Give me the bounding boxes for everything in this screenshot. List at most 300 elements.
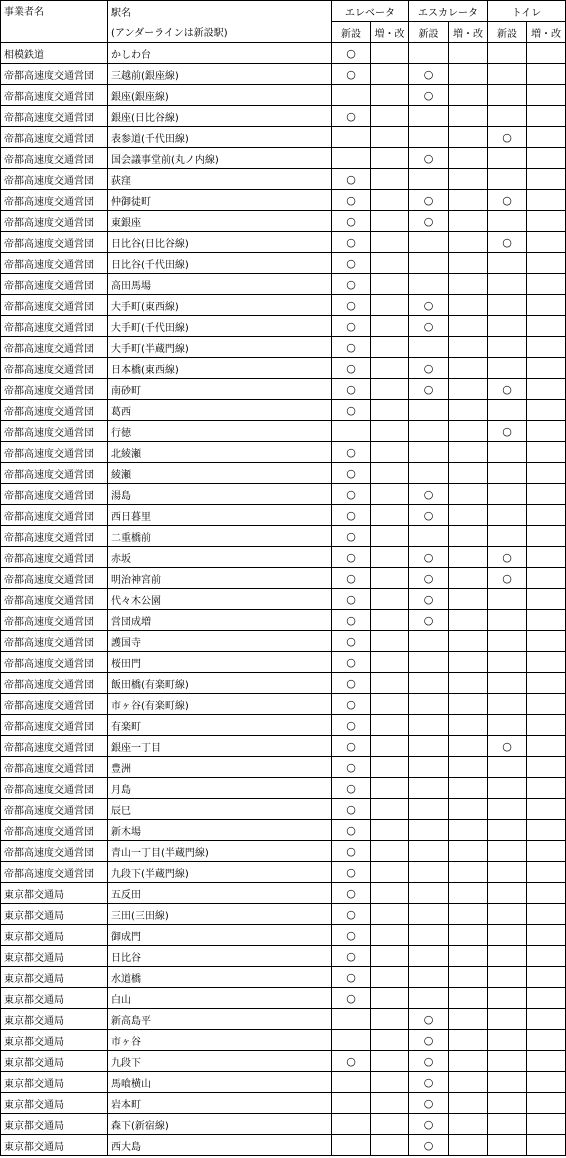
station-cell: 赤坂 <box>108 547 332 568</box>
toilet-mod-cell <box>527 442 566 463</box>
elevator-mod-cell <box>371 148 409 169</box>
toilet-mod-cell <box>527 673 566 694</box>
operator-cell: 帝都高速度交通営団 <box>1 778 108 799</box>
escalator-new-cell: ○ <box>409 1051 449 1072</box>
station-cell: 新高島平 <box>108 1009 332 1030</box>
escalator-mod-cell <box>449 379 488 400</box>
toilet-new-cell <box>488 1135 527 1156</box>
station-cell: 桜田門 <box>108 652 332 673</box>
elevator-new-cell: ○ <box>332 883 371 904</box>
station-cell: 銀座(銀座線) <box>108 85 332 106</box>
operator-cell: 帝都高速度交通営団 <box>1 421 108 442</box>
escalator-mod-cell <box>449 904 488 925</box>
toilet-mod-header: 増・改 <box>527 22 566 43</box>
toilet-new-cell <box>488 967 527 988</box>
station-cell: かしわ台 <box>108 43 332 64</box>
table-row <box>1 190 566 211</box>
escalator-new-cell <box>409 106 449 127</box>
operator-cell: 東京都交通局 <box>1 988 108 1009</box>
toilet-new-cell <box>488 442 527 463</box>
toilet-new-cell <box>488 484 527 505</box>
toilet-mod-cell <box>527 190 566 211</box>
elevator-new-cell: ○ <box>332 736 371 757</box>
toilet-new-cell <box>488 652 527 673</box>
station-cell: 仲御徒町 <box>108 190 332 211</box>
toilet-mod-cell <box>527 400 566 421</box>
table-row <box>1 862 566 883</box>
toilet-mod-cell <box>527 421 566 442</box>
station-cell: 新木場 <box>108 820 332 841</box>
elevator-new-cell: ○ <box>332 232 371 253</box>
toilet-new-cell <box>488 820 527 841</box>
table-row <box>1 379 566 400</box>
escalator-mod-cell <box>449 631 488 652</box>
operator-cell: 帝都高速度交通営団 <box>1 169 108 190</box>
operator-cell: 東京都交通局 <box>1 1051 108 1072</box>
table-row <box>1 757 566 778</box>
elevator-mod-cell <box>371 757 409 778</box>
elevator-mod-cell <box>371 526 409 547</box>
toilet-new-cell <box>488 1093 527 1114</box>
operator-cell: 帝都高速度交通営団 <box>1 358 108 379</box>
escalator-mod-cell <box>449 106 488 127</box>
toilet-mod-cell <box>527 127 566 148</box>
escalator-mod-cell <box>449 463 488 484</box>
operator-cell: 帝都高速度交通営団 <box>1 85 108 106</box>
toilet-mod-cell <box>527 778 566 799</box>
table-row <box>1 589 566 610</box>
elevator-new-cell: ○ <box>332 400 371 421</box>
station-cell: 五反田 <box>108 883 332 904</box>
toilet-new-cell: ○ <box>488 190 527 211</box>
header-row-1 <box>1 1 566 22</box>
toilet-mod-cell <box>527 64 566 85</box>
station-cell: 馬喰横山 <box>108 1072 332 1093</box>
table-row <box>1 1135 566 1156</box>
toilet-mod-cell <box>527 505 566 526</box>
elevator-mod-cell <box>371 358 409 379</box>
table-row <box>1 904 566 925</box>
operator-cell: 東京都交通局 <box>1 946 108 967</box>
toilet-new-cell <box>488 85 527 106</box>
toilet-mod-cell <box>527 547 566 568</box>
toilet-new-cell <box>488 799 527 820</box>
toilet-new-cell <box>488 883 527 904</box>
toilet-new-cell <box>488 400 527 421</box>
station-cell: 九段下(半蔵門線) <box>108 862 332 883</box>
station-cell: 護国寺 <box>108 631 332 652</box>
toilet-new-cell <box>488 148 527 169</box>
elevator-new-cell <box>332 1030 371 1051</box>
operator-cell: 帝都高速度交通営団 <box>1 400 108 421</box>
table-row <box>1 547 566 568</box>
table-row <box>1 652 566 673</box>
station-cell: 有楽町 <box>108 715 332 736</box>
escalator-new-cell <box>409 925 449 946</box>
operator-cell: 帝都高速度交通営団 <box>1 106 108 127</box>
station-cell: 行徳 <box>108 421 332 442</box>
operator-cell: 帝都高速度交通営団 <box>1 799 108 820</box>
elevator-mod-cell <box>371 1072 409 1093</box>
escalator-mod-cell <box>449 883 488 904</box>
operator-cell: 東京都交通局 <box>1 904 108 925</box>
station-cell: 岩本町 <box>108 1093 332 1114</box>
escalator-new-cell: ○ <box>409 484 449 505</box>
table-row <box>1 253 566 274</box>
escalator-mod-cell <box>449 127 488 148</box>
escalator-new-cell <box>409 736 449 757</box>
toilet-new-cell <box>488 358 527 379</box>
elevator-mod-cell <box>371 421 409 442</box>
escalator-new-cell <box>409 694 449 715</box>
station-cell: 二重橋前 <box>108 526 332 547</box>
escalator-mod-cell <box>449 64 488 85</box>
escalator-new-cell: ○ <box>409 316 449 337</box>
table-row <box>1 43 566 64</box>
station-cell: 国会議事堂前(丸ノ内線) <box>108 148 332 169</box>
elevator-mod-cell <box>371 484 409 505</box>
elevator-mod-cell <box>371 190 409 211</box>
operator-cell: 帝都高速度交通営団 <box>1 232 108 253</box>
escalator-mod-cell <box>449 652 488 673</box>
escalator-new-cell <box>409 442 449 463</box>
toilet-new-cell <box>488 211 527 232</box>
elevator-mod-cell <box>371 967 409 988</box>
operator-cell: 帝都高速度交通営団 <box>1 148 108 169</box>
escalator-new-cell: ○ <box>409 211 449 232</box>
station-cell: 日比谷(千代田線) <box>108 253 332 274</box>
table-row <box>1 799 566 820</box>
escalator-new-cell <box>409 862 449 883</box>
toilet-new-cell: ○ <box>488 379 527 400</box>
station-note: (アンダーラインは新設駅) <box>108 22 332 43</box>
toilet-mod-cell <box>527 1009 566 1030</box>
table-row <box>1 694 566 715</box>
escalator-mod-header: 増・改 <box>449 22 488 43</box>
station-cell: 銀座一丁目 <box>108 736 332 757</box>
elevator-group-header: エレベータ <box>332 1 409 22</box>
escalator-mod-cell <box>449 526 488 547</box>
elevator-new-cell: ○ <box>332 274 371 295</box>
escalator-mod-cell <box>449 694 488 715</box>
toilet-group-header: トイレ <box>488 1 566 22</box>
operator-cell: 東京都交通局 <box>1 1114 108 1135</box>
elevator-new-cell: ○ <box>332 463 371 484</box>
escalator-new-cell: ○ <box>409 568 449 589</box>
elevator-mod-cell <box>371 883 409 904</box>
operator-cell: 帝都高速度交通営団 <box>1 337 108 358</box>
elevator-new-cell: ○ <box>332 190 371 211</box>
operator-cell: 帝都高速度交通営団 <box>1 526 108 547</box>
elevator-new-cell: ○ <box>332 316 371 337</box>
toilet-new-cell: ○ <box>488 547 527 568</box>
table-row <box>1 967 566 988</box>
toilet-new-cell <box>488 253 527 274</box>
elevator-mod-cell <box>371 631 409 652</box>
elevator-new-cell <box>332 127 371 148</box>
elevator-new-cell <box>332 1072 371 1093</box>
table-row <box>1 568 566 589</box>
escalator-mod-cell <box>449 295 488 316</box>
toilet-mod-cell <box>527 820 566 841</box>
escalator-new-cell: ○ <box>409 295 449 316</box>
elevator-mod-cell <box>371 673 409 694</box>
toilet-mod-cell <box>527 274 566 295</box>
toilet-new-cell <box>488 778 527 799</box>
operator-cell: 帝都高速度交通営団 <box>1 589 108 610</box>
toilet-new-cell <box>488 463 527 484</box>
operator-cell: 東京都交通局 <box>1 1135 108 1156</box>
elevator-mod-cell <box>371 43 409 64</box>
toilet-new-header: 新設 <box>488 22 527 43</box>
escalator-mod-cell <box>449 232 488 253</box>
station-cell: 豊洲 <box>108 757 332 778</box>
toilet-mod-cell <box>527 715 566 736</box>
toilet-new-cell <box>488 1072 527 1093</box>
elevator-mod-cell <box>371 841 409 862</box>
toilet-mod-cell <box>527 463 566 484</box>
escalator-mod-cell <box>449 967 488 988</box>
elevator-mod-cell <box>371 316 409 337</box>
escalator-new-cell <box>409 778 449 799</box>
toilet-new-cell <box>488 295 527 316</box>
escalator-new-cell <box>409 631 449 652</box>
escalator-mod-cell <box>449 841 488 862</box>
elevator-new-cell: ○ <box>332 589 371 610</box>
escalator-mod-cell <box>449 43 488 64</box>
escalator-new-cell: ○ <box>409 505 449 526</box>
elevator-new-cell <box>332 148 371 169</box>
station-cell: 月島 <box>108 778 332 799</box>
escalator-mod-cell <box>449 316 488 337</box>
elevator-mod-cell <box>371 652 409 673</box>
toilet-mod-cell <box>527 526 566 547</box>
escalator-new-cell <box>409 253 449 274</box>
station-cell: 九段下 <box>108 1051 332 1072</box>
table-row <box>1 400 566 421</box>
elevator-mod-cell <box>371 925 409 946</box>
station-cell: 白山 <box>108 988 332 1009</box>
escalator-new-cell: ○ <box>409 1114 449 1135</box>
elevator-new-cell: ○ <box>332 253 371 274</box>
escalator-new-cell: ○ <box>409 64 449 85</box>
table-row <box>1 1114 566 1135</box>
elevator-mod-cell <box>371 1030 409 1051</box>
operator-cell: 帝都高速度交通営団 <box>1 673 108 694</box>
toilet-new-cell: ○ <box>488 127 527 148</box>
escalator-new-cell <box>409 841 449 862</box>
station-header: 駅名 <box>108 1 332 22</box>
elevator-new-cell <box>332 85 371 106</box>
escalator-mod-cell <box>449 799 488 820</box>
operator-cell: 東京都交通局 <box>1 883 108 904</box>
escalator-mod-cell <box>449 169 488 190</box>
station-cell: 葛西 <box>108 400 332 421</box>
toilet-mod-cell <box>527 106 566 127</box>
escalator-mod-cell <box>449 610 488 631</box>
toilet-mod-cell <box>527 799 566 820</box>
escalator-new-cell: ○ <box>409 1135 449 1156</box>
station-cell: 大手町(東西線) <box>108 295 332 316</box>
station-cell: 営団成増 <box>108 610 332 631</box>
toilet-mod-cell <box>527 736 566 757</box>
escalator-mod-cell <box>449 946 488 967</box>
escalator-mod-cell <box>449 862 488 883</box>
elevator-mod-cell <box>371 778 409 799</box>
elevator-new-cell: ○ <box>332 442 371 463</box>
table-row <box>1 211 566 232</box>
elevator-mod-cell <box>371 1135 409 1156</box>
toilet-new-cell <box>488 337 527 358</box>
toilet-mod-cell <box>527 589 566 610</box>
escalator-new-cell: ○ <box>409 1072 449 1093</box>
toilet-new-cell <box>488 1114 527 1135</box>
toilet-new-cell <box>488 715 527 736</box>
escalator-new-cell <box>409 232 449 253</box>
table-row <box>1 841 566 862</box>
table-row <box>1 358 566 379</box>
escalator-mod-cell <box>449 988 488 1009</box>
operator-cell: 帝都高速度交通営団 <box>1 463 108 484</box>
elevator-mod-cell <box>371 64 409 85</box>
toilet-mod-cell <box>527 925 566 946</box>
elevator-mod-cell <box>371 1093 409 1114</box>
toilet-new-cell <box>488 64 527 85</box>
table-row <box>1 85 566 106</box>
escalator-mod-cell <box>449 85 488 106</box>
elevator-mod-cell <box>371 1114 409 1135</box>
elevator-new-cell: ○ <box>332 715 371 736</box>
table-row <box>1 1009 566 1030</box>
elevator-mod-cell <box>371 253 409 274</box>
table-row <box>1 505 566 526</box>
toilet-mod-cell <box>527 631 566 652</box>
station-cell: 市ヶ谷 <box>108 1030 332 1051</box>
escalator-new-cell <box>409 988 449 1009</box>
escalator-mod-cell <box>449 505 488 526</box>
toilet-mod-cell <box>527 694 566 715</box>
table-row <box>1 148 566 169</box>
table-row <box>1 1051 566 1072</box>
toilet-new-cell <box>488 631 527 652</box>
escalator-new-cell <box>409 757 449 778</box>
operator-cell: 東京都交通局 <box>1 1072 108 1093</box>
elevator-mod-cell <box>371 589 409 610</box>
escalator-new-cell <box>409 967 449 988</box>
elevator-new-cell <box>332 421 371 442</box>
operator-cell: 帝都高速度交通営団 <box>1 64 108 85</box>
escalator-mod-cell <box>449 778 488 799</box>
toilet-new-cell <box>488 316 527 337</box>
elevator-new-cell: ○ <box>332 295 371 316</box>
toilet-new-cell: ○ <box>488 736 527 757</box>
elevator-mod-cell <box>371 610 409 631</box>
elevator-new-cell: ○ <box>332 43 371 64</box>
toilet-new-cell <box>488 925 527 946</box>
table-row <box>1 610 566 631</box>
toilet-new-cell <box>488 589 527 610</box>
escalator-mod-cell <box>449 421 488 442</box>
table-row <box>1 337 566 358</box>
escalator-new-cell <box>409 673 449 694</box>
operator-cell: 帝都高速度交通営団 <box>1 631 108 652</box>
escalator-new-cell <box>409 274 449 295</box>
escalator-mod-cell <box>449 1030 488 1051</box>
operator-cell: 東京都交通局 <box>1 1030 108 1051</box>
station-cell: 三越前(銀座線) <box>108 64 332 85</box>
escalator-new-cell <box>409 820 449 841</box>
escalator-mod-cell <box>449 1114 488 1135</box>
operator-cell: 帝都高速度交通営団 <box>1 547 108 568</box>
table-row <box>1 1093 566 1114</box>
table-row <box>1 673 566 694</box>
escalator-mod-cell <box>449 211 488 232</box>
elevator-new-header: 新設 <box>332 22 371 43</box>
toilet-mod-cell <box>527 484 566 505</box>
toilet-mod-cell <box>527 232 566 253</box>
toilet-new-cell: ○ <box>488 568 527 589</box>
escalator-new-cell <box>409 127 449 148</box>
escalator-mod-cell <box>449 673 488 694</box>
station-cell: 日比谷(日比谷線) <box>108 232 332 253</box>
station-cell: 三田(三田線) <box>108 904 332 925</box>
elevator-new-cell: ○ <box>332 652 371 673</box>
escalator-new-cell: ○ <box>409 148 449 169</box>
elevator-new-cell: ○ <box>332 337 371 358</box>
toilet-mod-cell <box>527 358 566 379</box>
station-cell: 御成門 <box>108 925 332 946</box>
elevator-mod-cell <box>371 1009 409 1030</box>
toilet-mod-cell <box>527 295 566 316</box>
escalator-new-cell: ○ <box>409 190 449 211</box>
escalator-mod-cell <box>449 1051 488 1072</box>
toilet-new-cell <box>488 841 527 862</box>
elevator-mod-cell <box>371 400 409 421</box>
elevator-new-cell: ○ <box>332 946 371 967</box>
toilet-mod-cell <box>527 610 566 631</box>
escalator-mod-cell <box>449 253 488 274</box>
escalator-new-cell <box>409 169 449 190</box>
station-cell: 西大島 <box>108 1135 332 1156</box>
elevator-mod-cell <box>371 946 409 967</box>
escalator-mod-cell <box>449 190 488 211</box>
operator-cell: 帝都高速度交通営団 <box>1 841 108 862</box>
table-row <box>1 127 566 148</box>
operator-cell: 帝都高速度交通営団 <box>1 820 108 841</box>
elevator-new-cell: ○ <box>332 211 371 232</box>
elevator-mod-cell <box>371 988 409 1009</box>
toilet-mod-cell <box>527 862 566 883</box>
toilet-mod-cell <box>527 757 566 778</box>
elevator-mod-cell <box>371 715 409 736</box>
operator-header: 事業者名 <box>1 1 108 43</box>
elevator-new-cell: ○ <box>332 169 371 190</box>
station-cell: 辰巳 <box>108 799 332 820</box>
toilet-mod-cell <box>527 1114 566 1135</box>
toilet-new-cell <box>488 169 527 190</box>
table-row <box>1 715 566 736</box>
elevator-mod-header: 増・改 <box>371 22 409 43</box>
toilet-new-cell: ○ <box>488 421 527 442</box>
escalator-mod-cell <box>449 925 488 946</box>
escalator-mod-cell <box>449 1072 488 1093</box>
escalator-new-cell <box>409 400 449 421</box>
station-cell: 大手町(千代田線) <box>108 316 332 337</box>
toilet-new-cell <box>488 946 527 967</box>
elevator-new-cell: ○ <box>332 505 371 526</box>
escalator-mod-cell <box>449 568 488 589</box>
escalator-mod-cell <box>449 400 488 421</box>
